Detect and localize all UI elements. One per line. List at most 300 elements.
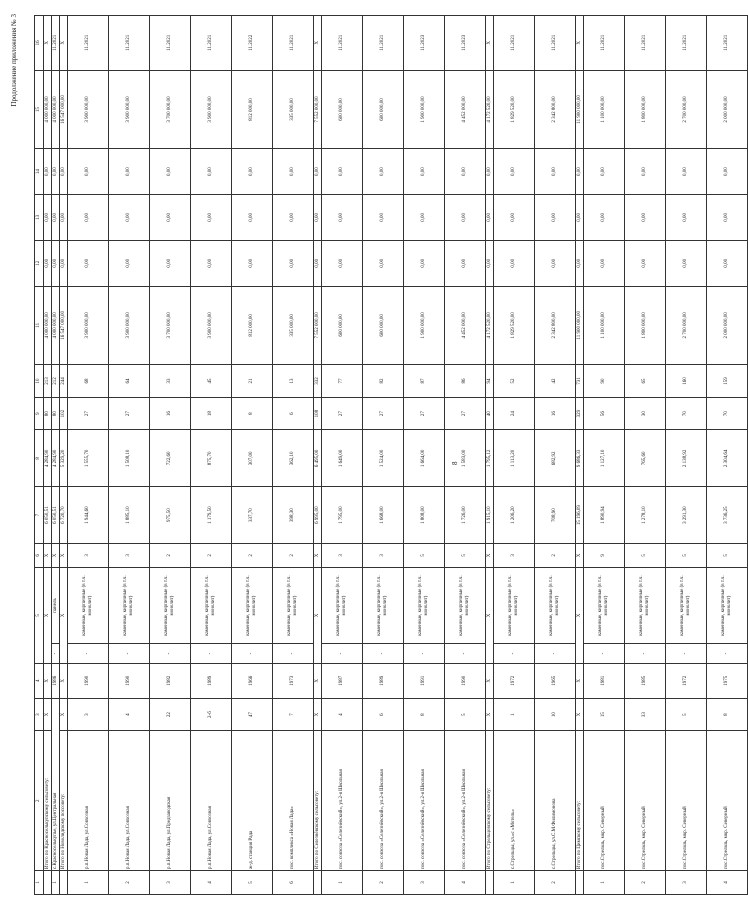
- table-cell: 1 726,00: [445, 487, 486, 544]
- table-cell: 3: [363, 543, 404, 567]
- table-cell: 0,00: [322, 149, 363, 195]
- table-cell: 0,00: [584, 194, 625, 240]
- table-cell: 40: [486, 397, 494, 430]
- table-cell: 1 524,00: [363, 430, 404, 487]
- table-cell: -: [666, 644, 707, 664]
- table-cell: каменные, кирпичные (в т.ч. монолит): [535, 567, 576, 643]
- table-cell: 16: [150, 397, 191, 430]
- table-cell: 64: [109, 365, 150, 398]
- table-cell: 9: [35, 397, 44, 430]
- table-cell: 0,00: [363, 240, 404, 286]
- table-cell: с.Красноселькупье, ул.Центральная: [52, 698, 60, 870]
- table-cell: [576, 871, 584, 895]
- table-cell: 0,00: [535, 240, 576, 286]
- table-cell: 22: [150, 698, 191, 731]
- table-cell: -: [150, 644, 191, 664]
- table-cell: 7: [273, 698, 314, 731]
- table-cell: 2 138,92: [666, 430, 707, 487]
- table-cell: 1 278,10: [625, 487, 666, 544]
- table-cell: 600 000,00: [363, 70, 404, 149]
- table-cell: 11: [35, 286, 44, 365]
- table-cell: 1 100 000,00: [584, 70, 625, 149]
- table-cell: 0,00: [273, 194, 314, 240]
- table-cell: 0,00: [191, 240, 232, 286]
- table-cell: каменные, кирпичные (в т.ч. монолит): [666, 567, 707, 643]
- table-cell: 11.2023: [404, 16, 445, 71]
- table-cell: 812 000,00: [232, 70, 273, 149]
- table-cell: 1985: [625, 663, 666, 698]
- table-cell: 2: [273, 543, 314, 567]
- table-cell: 1989: [363, 663, 404, 698]
- table-cell: 4 000 000,00: [44, 70, 52, 149]
- table-cell: пос. совхоза «Селезнёвский», ул.2-я Школьная: [322, 731, 363, 871]
- table-cell: 0,00: [44, 194, 52, 240]
- table-cell: каменные, кирпичные (в т.ч. монолит): [232, 567, 273, 643]
- table-cell: 0,00: [44, 149, 52, 195]
- table-cell: 3 900 000,00: [68, 286, 109, 365]
- subtotal-row: [314, 16, 322, 895]
- table-cell: 6: [363, 698, 404, 731]
- table-cell: 1965: [535, 663, 576, 698]
- table-cell: р.п.Новая Лада, ул.Совхозная: [109, 731, 150, 871]
- table-cell: 4 000 000,00: [52, 286, 60, 365]
- table-cell: 86: [445, 365, 486, 398]
- table-cell: 16: [35, 16, 44, 71]
- table-cell: 18: [191, 397, 232, 430]
- table-cell: 9: [584, 543, 625, 567]
- table-cell: 0,00: [52, 240, 60, 286]
- table-cell: 0,00: [60, 240, 68, 286]
- table-cell: 1987: [322, 663, 363, 698]
- table-cell: с.Стрельцы, ул.С.М.Филимонова: [535, 731, 576, 871]
- table-cell: с.Стрельцы, ул.«с «Мотель»: [494, 731, 535, 871]
- table-cell: 33: [150, 365, 191, 398]
- table-cell: 329: [576, 397, 584, 430]
- table-cell: X: [44, 698, 52, 731]
- table-cell: 1 583,00: [445, 430, 486, 487]
- table-cell: X: [60, 698, 68, 731]
- table-cell: X: [486, 567, 494, 663]
- table-cell: пос.Стрельчь, мкр. Северный: [666, 731, 707, 871]
- table-cell: 6: [273, 397, 314, 430]
- table-cell: 1 127,10: [584, 430, 625, 487]
- table-cell: 0,00: [666, 194, 707, 240]
- table-cell: 11 900 000,00: [576, 286, 584, 365]
- table-cell: 27: [68, 397, 109, 430]
- table-cell: панель: [52, 567, 60, 643]
- table-cell: 0,00: [404, 194, 445, 240]
- table-cell: 24: [494, 397, 535, 430]
- table-cell: 398,30: [273, 487, 314, 544]
- table-cell: 2 700 000,00: [666, 70, 707, 149]
- table-cell: 0,00: [150, 194, 191, 240]
- table-cell: 1 795,00: [322, 487, 363, 544]
- table-cell: 731: [576, 365, 584, 398]
- table-cell: 0,00: [68, 194, 109, 240]
- table-cell: 1 829 520,00: [494, 70, 535, 149]
- table-cell: 2 342 800,00: [535, 286, 576, 365]
- table-cell: X: [486, 698, 494, 731]
- table-row: [584, 16, 625, 895]
- table-cell: X: [60, 567, 68, 663]
- table-cell: 70: [666, 397, 707, 430]
- table-cell: каменные, кирпичные (в т.ч. монолит): [322, 567, 363, 643]
- table-cell: каменные, кирпичные (в т.ч. монолит): [707, 567, 748, 643]
- column-number-row: [35, 16, 44, 895]
- table-cell: 1991: [404, 663, 445, 698]
- table-row: [666, 16, 707, 895]
- table-cell: 0,00: [52, 194, 60, 240]
- table-cell: 11.2021: [707, 16, 748, 71]
- table-cell: [44, 871, 52, 895]
- table-cell: 1 800 000,00: [625, 70, 666, 149]
- table-cell: 11.2021: [322, 16, 363, 71]
- subtotal-row: [576, 16, 584, 895]
- table-cell: -: [404, 644, 445, 664]
- table-cell: 1981: [584, 663, 625, 698]
- table-cell: 1 179,50: [191, 487, 232, 544]
- table-cell: 11.2021: [191, 16, 232, 71]
- table-row: [707, 16, 748, 895]
- table-cell: 2: [535, 543, 576, 567]
- table-cell: 0,00: [494, 194, 535, 240]
- table-cell: [60, 871, 68, 895]
- table-cell: 1966: [232, 663, 273, 698]
- table-cell: 1 649,00: [322, 430, 363, 487]
- table-cell: 0,00: [273, 149, 314, 195]
- table-cell: 11.2022: [232, 16, 273, 71]
- table-cell: Итого по Красноселькупскому сельсовету:: [44, 731, 52, 871]
- table-cell: 3 900 000,00: [191, 286, 232, 365]
- table-cell: каменные, кирпичные (в т.ч. монолит): [445, 567, 486, 643]
- table-cell: 1973: [273, 663, 314, 698]
- table-cell: 9 686,33: [576, 430, 584, 487]
- table-cell: 15 196,09: [576, 487, 584, 544]
- table-cell: 8: [35, 430, 44, 487]
- table-cell: 5: [666, 698, 707, 731]
- table-cell: 0,00: [576, 240, 584, 286]
- table-cell: X: [576, 663, 584, 698]
- table-cell: 0,00: [666, 240, 707, 286]
- subtotal-row: [44, 16, 52, 895]
- table-cell: 68: [68, 365, 109, 398]
- table-cell: 45: [191, 365, 232, 398]
- table-cell: -: [232, 644, 273, 664]
- table-row: [232, 16, 273, 895]
- table-cell: 0,00: [322, 240, 363, 286]
- table-cell: 1989: [191, 663, 232, 698]
- continuation-label: Продолжение приложения № 3: [10, 14, 18, 107]
- table-cell: 4: [35, 663, 44, 698]
- table-cell: X: [314, 663, 322, 698]
- table-cell: каменные, кирпичные (в т.ч. монолит): [494, 567, 535, 643]
- table-cell: X: [60, 543, 68, 567]
- table-cell: 27: [404, 397, 445, 430]
- housing-table: [34, 15, 748, 895]
- table-cell: 335 000,00: [273, 286, 314, 365]
- table-cell: 0,00: [666, 149, 707, 195]
- table-cell: 52: [494, 365, 535, 398]
- table-cell: 3 291,30: [666, 487, 707, 544]
- table-cell: X: [576, 698, 584, 731]
- table-cell: 0,00: [584, 240, 625, 286]
- table-cell: 0,00: [44, 240, 52, 286]
- table-cell: 0,00: [486, 194, 494, 240]
- table-cell: 0,00: [576, 149, 584, 195]
- table-cell: 42: [535, 365, 576, 398]
- table-cell: 8: [404, 698, 445, 731]
- table-cell: 4: [707, 871, 748, 895]
- table-cell: 87: [404, 365, 445, 398]
- table-cell: 213: [44, 365, 52, 398]
- table-cell: 975,50: [150, 487, 191, 544]
- table-cell: 0,00: [494, 240, 535, 286]
- table-cell: X: [314, 698, 322, 731]
- table-cell: 6: [35, 543, 44, 567]
- table-cell: пос. совхоза «Селезнёвский», ул.2-я Школьная: [363, 731, 404, 871]
- table-cell: 47: [232, 698, 273, 731]
- table-cell: 5: [666, 543, 707, 567]
- table-cell: 27: [445, 397, 486, 430]
- table-cell: 875,70: [191, 430, 232, 487]
- table-cell: 4 000 000,00: [44, 286, 52, 365]
- table-cell: 1: [52, 871, 60, 895]
- table-cell: 1: [494, 871, 535, 895]
- table-cell: 159: [707, 365, 748, 398]
- table-cell: 11.2021: [363, 16, 404, 71]
- table-cell: 4 172 520,00: [486, 70, 494, 149]
- table-cell: 21: [232, 365, 273, 398]
- table-row: [535, 16, 576, 895]
- table-cell: 4 172 520,00: [486, 286, 494, 365]
- table-cell: 1972: [666, 663, 707, 698]
- table-cell: 600 000,00: [363, 286, 404, 365]
- table-cell: 1: [68, 871, 109, 895]
- table-cell: -: [68, 644, 109, 664]
- table-cell: р.п.Новая Лада, ул.Совхозная: [68, 731, 109, 871]
- table-cell: -: [322, 644, 363, 664]
- table-cell: Итого по Селезнёвскому сельсовету:: [314, 731, 322, 871]
- table-cell: 0,00: [68, 240, 109, 286]
- table-cell: 1975: [707, 663, 748, 698]
- table-cell: 2: [109, 871, 150, 895]
- table-cell: X: [486, 543, 494, 567]
- table-cell: 2 000 000,00: [707, 286, 748, 365]
- table-cell: 0,00: [625, 240, 666, 286]
- table-cell: 1 508,10: [109, 430, 150, 487]
- table-cell: 682,92: [535, 430, 576, 487]
- table-cell: 6 995,00: [314, 487, 322, 544]
- table-cell: 16 547 000,00: [60, 70, 68, 149]
- table-cell: 722,60: [150, 430, 191, 487]
- table-row: [52, 16, 60, 895]
- table-cell: X: [576, 543, 584, 567]
- table-cell: 0,00: [494, 149, 535, 195]
- table-cell: 4 452 000,00: [445, 286, 486, 365]
- table-cell: 5: [625, 543, 666, 567]
- table-cell: 10: [535, 698, 576, 731]
- table-cell: каменные, кирпичные (в т.ч. монолит): [584, 567, 625, 643]
- table-row: [445, 16, 486, 895]
- table-row: [625, 16, 666, 895]
- table-cell: -: [535, 644, 576, 664]
- table-cell: 11.2021: [68, 16, 109, 71]
- table-cell: 1 664,00: [404, 430, 445, 487]
- table-cell: 0,00: [314, 240, 322, 286]
- table-cell: 3: [68, 698, 109, 731]
- table-cell: 11.2021: [584, 16, 625, 71]
- table-cell: X: [44, 543, 52, 567]
- table-cell: 1990: [445, 663, 486, 698]
- table-cell: 0,00: [322, 194, 363, 240]
- subtotal-row: [60, 16, 68, 895]
- table-cell: 0,00: [109, 240, 150, 286]
- table-cell: 335 000,00: [273, 70, 314, 149]
- table-cell: X: [576, 567, 584, 663]
- table-cell: 3 900 000,00: [109, 70, 150, 149]
- table-cell: 8: [232, 397, 273, 430]
- table-cell: X: [44, 567, 52, 663]
- table-cell: 0,00: [625, 194, 666, 240]
- table-cell: 56: [584, 397, 625, 430]
- table-cell: 1 900 000,00: [404, 286, 445, 365]
- table-cell: 1986: [52, 663, 60, 698]
- table-cell: 0,00: [60, 194, 68, 240]
- table-cell: 0,00: [68, 149, 109, 195]
- table-cell: 3: [666, 871, 707, 895]
- table-cell: 11.2023: [445, 16, 486, 71]
- table-cell: 94: [486, 365, 494, 398]
- table-cell: 0,00: [404, 149, 445, 195]
- table-cell: пос. совхоза «Селезнёвский», ул.2-я Школьная: [404, 731, 445, 871]
- table-cell: 11.2021: [273, 16, 314, 71]
- table-cell: 1 113,20: [494, 430, 535, 487]
- table-cell: X: [44, 663, 52, 698]
- table-cell: каменные, кирпичные (в т.ч. монолит): [273, 567, 314, 643]
- table-cell: 362,10: [273, 430, 314, 487]
- table-cell: 3: [68, 543, 109, 567]
- table-cell: 12: [35, 240, 44, 286]
- table-cell: 1 206,20: [494, 487, 535, 544]
- table-cell: 7 552 000,00: [314, 286, 322, 365]
- table-cell: 0,00: [273, 240, 314, 286]
- table-cell: 102: [60, 397, 68, 430]
- table-cell: 2: [363, 871, 404, 895]
- table-cell: Итого по Стрельцовскому сельсовету:: [486, 731, 494, 871]
- table-cell: 3 900 000,00: [191, 70, 232, 149]
- table-cell: 2 342 800,00: [535, 70, 576, 149]
- table-cell: 1 890,94: [584, 487, 625, 544]
- table-cell: 212: [52, 365, 60, 398]
- table-cell: 0,00: [486, 149, 494, 195]
- table-cell: 1: [584, 871, 625, 895]
- table-cell: X: [314, 567, 322, 663]
- table-cell: пос.Стрельчь, мкр. Северный: [625, 731, 666, 871]
- table-cell: 15: [584, 698, 625, 731]
- table-cell: 2: [625, 871, 666, 895]
- table-cell: 0,00: [576, 194, 584, 240]
- table-cell: каменные, кирпичные (в т.ч. монолит): [68, 567, 109, 643]
- table-cell: [486, 871, 494, 895]
- table-cell: 0,00: [109, 149, 150, 195]
- table-cell: каменные, кирпичные (в т.ч. монолит): [404, 567, 445, 643]
- table-cell: 1990: [68, 663, 109, 698]
- table-cell: 2: [535, 871, 576, 895]
- table-cell: 13: [35, 194, 44, 240]
- table-cell: 0,00: [109, 194, 150, 240]
- table-cell: 0,00: [232, 240, 273, 286]
- table-cell: -: [707, 644, 748, 664]
- table-cell: 708,90: [535, 487, 576, 544]
- table-cell: 1 944,60: [68, 487, 109, 544]
- table-cell: 2: [191, 543, 232, 567]
- table-cell: -: [273, 644, 314, 664]
- table-cell: 16 547 000,00: [60, 286, 68, 365]
- table-cell: пос. комплекса «Новая Лада»: [273, 731, 314, 871]
- table-cell: 6 720,70: [60, 487, 68, 544]
- table-cell: 108: [314, 397, 322, 430]
- table-cell: 16: [535, 397, 576, 430]
- table-cell: 0,00: [314, 194, 322, 240]
- table-cell: 0,00: [584, 149, 625, 195]
- table-cell: X: [44, 16, 52, 71]
- table-cell: пос. совхоза «Селезнёвский», ул.2-я Школьная: [445, 731, 486, 871]
- table-cell: 4: [445, 871, 486, 895]
- table-cell: 337,70: [232, 487, 273, 544]
- table-cell: X: [60, 663, 68, 698]
- table-cell: 2 700 000,00: [666, 286, 707, 365]
- table-cell: 160: [666, 365, 707, 398]
- table-cell: 1990: [109, 663, 150, 698]
- subtotal-row: [486, 16, 494, 895]
- table-cell: 33: [625, 698, 666, 731]
- table-cell: 4: [109, 698, 150, 731]
- table-cell: -: [494, 644, 535, 664]
- table-cell: р.п.Новая Лада, ул.Совхозная: [191, 731, 232, 871]
- table-cell: 0,00: [314, 149, 322, 195]
- table-cell: 1 100 000,00: [584, 286, 625, 365]
- table-cell: -: [191, 644, 232, 664]
- table-cell: 765,60: [625, 430, 666, 487]
- table-cell: 5: [445, 698, 486, 731]
- table-cell: каменные, кирпичные (в т.ч. монолит): [109, 567, 150, 643]
- table-cell: р.п.Новая Лада, ул.Предзаводская: [150, 731, 191, 871]
- table-cell: 6 050,51: [44, 487, 52, 544]
- table-cell: 8: [707, 698, 748, 731]
- table-cell: 0,00: [232, 194, 273, 240]
- table-cell: -: [52, 644, 60, 664]
- table-cell: 0,00: [707, 194, 748, 240]
- table-cell: -: [109, 644, 150, 664]
- table-cell: 1982: [150, 663, 191, 698]
- table-cell: 1 555,70: [68, 430, 109, 487]
- table-row: [68, 16, 109, 895]
- table-cell: 80: [44, 397, 52, 430]
- table-cell: 27: [109, 397, 150, 430]
- table-cell: 2: [232, 543, 273, 567]
- table-cell: 0,00: [535, 194, 576, 240]
- table-cell: 2 304,64: [707, 430, 748, 487]
- table-cell: 3: [109, 543, 150, 567]
- table-cell: X: [60, 16, 68, 71]
- table-cell: пос.Стрельчь, мкр. Северный: [707, 731, 748, 871]
- table-cell: 14: [35, 149, 44, 195]
- table-cell: 307,00: [232, 430, 273, 487]
- table-cell: -: [584, 644, 625, 664]
- table-cell: 1 800 000,00: [625, 286, 666, 365]
- table-cell: X: [486, 663, 494, 698]
- table-cell: 5: [404, 543, 445, 567]
